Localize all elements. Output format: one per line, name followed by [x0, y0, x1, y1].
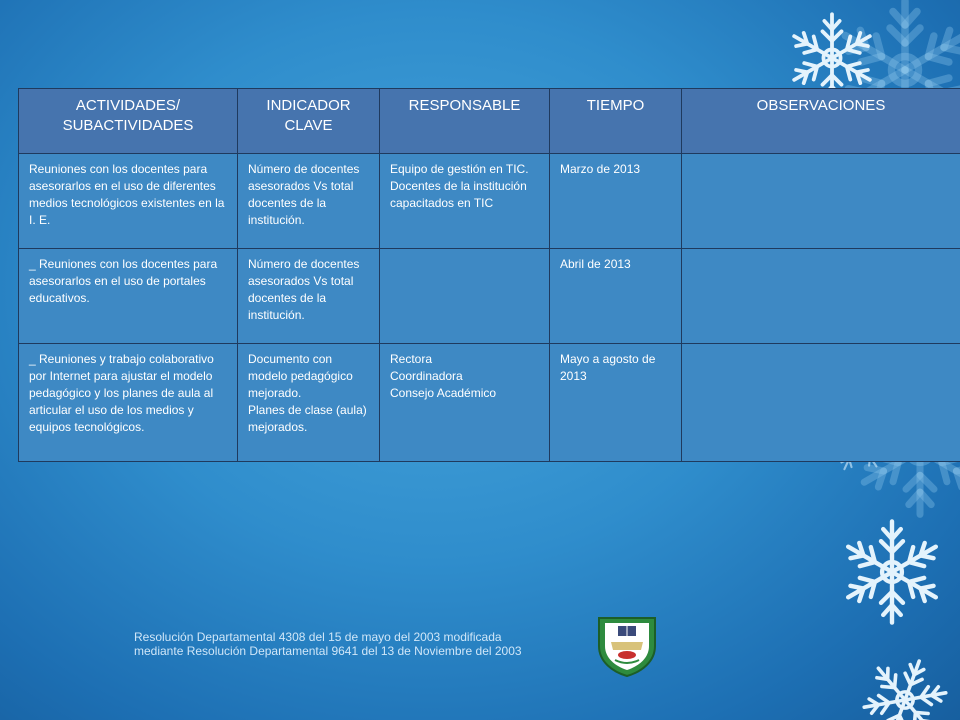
cell-observaciones [682, 154, 960, 249]
cell-responsable: Equipo de gestión en TIC. Docentes de la institución capacitados en TIC [380, 154, 550, 249]
cell-observaciones [682, 344, 960, 462]
header-tiempo: TIEMPO [550, 89, 682, 154]
cell-indicador: Documento con modelo pedagógico mejorado. Planes de clase (aula) mejorados. [238, 344, 380, 462]
snowflake-icon [853, 647, 957, 720]
activities-table [18, 88, 960, 462]
header-actividades: ACTIVIDADES/ SUBACTIVIDADES [19, 89, 238, 154]
header-observaciones: OBSERVACIONES [682, 89, 960, 154]
cell-responsable [380, 249, 550, 344]
table-row [19, 249, 960, 344]
cell-tiempo: Marzo de 2013 [550, 154, 682, 249]
school-seal-icon [595, 612, 659, 678]
table-row [19, 344, 960, 462]
cell-tiempo: Abril de 2013 [550, 249, 682, 344]
cell-actividad: Reuniones con los docentes para asesorarlos en el uso de diferentes medios tecnológicos existentes en la I. E. [19, 154, 238, 249]
cell-indicador: Número de docentes asesorados Vs total docentes de la institución. [238, 154, 380, 249]
cell-indicador: Número de docentes asesorados Vs total docentes de la institución. [238, 249, 380, 344]
resolution-footer [134, 630, 594, 658]
planning-table-container [18, 88, 960, 462]
table-row [19, 154, 960, 249]
header-indicador-clave: INDICADOR CLAVE [238, 89, 380, 154]
snowflake-icon [843, 521, 942, 622]
cell-observaciones [682, 249, 960, 344]
cell-responsable: Rectora Coordinadora Consejo Académico [380, 344, 550, 462]
resolution-line-1: Resolución Departamental 4308 del 15 de mayo del 2003 modificada [134, 630, 502, 644]
header-responsable: RESPONSABLE [380, 89, 550, 154]
cell-tiempo: Mayo a agosto de 2013 [550, 344, 682, 462]
table-header-row [19, 89, 960, 154]
resolution-line-2: mediante Resolución Departamental 9641 del 13 de Noviembre del 2003 [134, 644, 522, 658]
cell-actividad: _ Reuniones con los docentes para asesorarlos en el uso de portales educativos. [19, 249, 238, 344]
cell-actividad: _ Reuniones y trabajo colaborativo por Internet para ajustar el modelo pedagógico y los planes de aula al articular el uso de los medios y equipos tecnológicos. [19, 344, 238, 462]
